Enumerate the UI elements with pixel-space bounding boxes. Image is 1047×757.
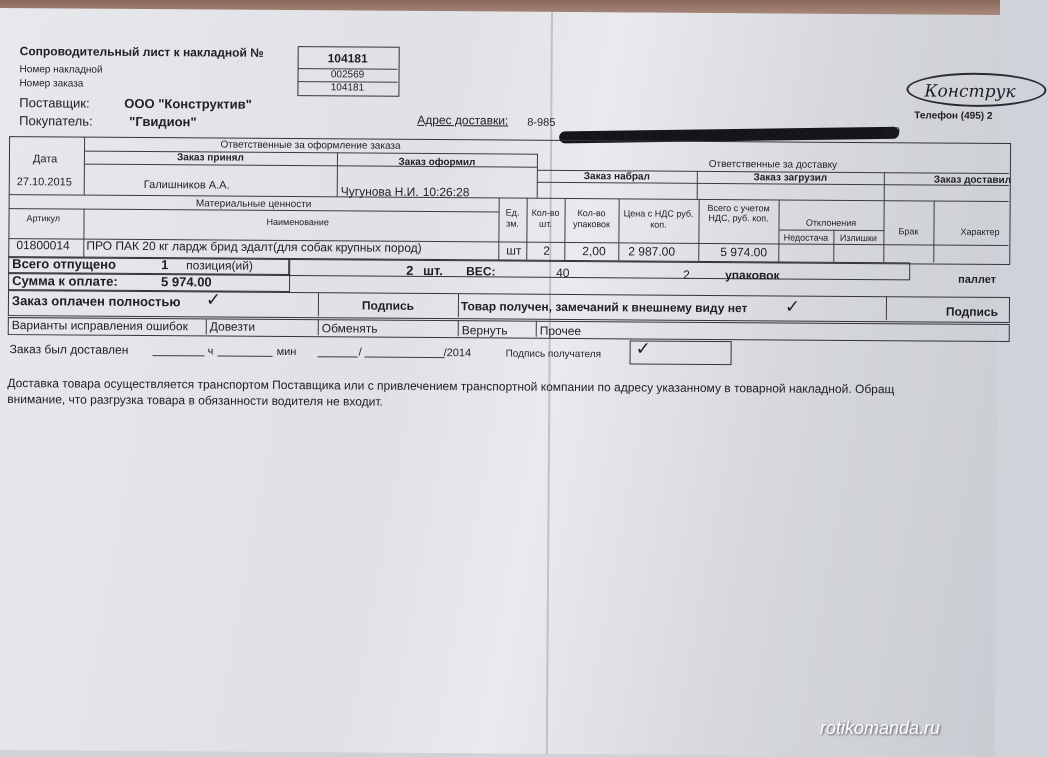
note-line-2: внимание, что разгрузка товара в обязанности водителя не входит. [7,392,383,409]
month-line [365,357,445,359]
pcs-label: шт. [423,262,443,279]
supplier-name: ООО "Конструктив" [124,95,252,112]
row-total: 5 974.00 [720,245,768,260]
col-delivered: Заказ доставил [933,174,1012,187]
col-defect: Брак [898,226,919,237]
col-resp-delivery: Ответственные за доставку [708,158,838,171]
recipient-sign-label: Подпись получателя [505,348,602,361]
packs-value: 2 [683,267,690,282]
option-other: Прочее [539,323,582,339]
paid-sign-label: Подпись [361,298,415,313]
hours-line [153,355,205,356]
row-packs: 2,00 [582,244,606,259]
sum-label: Сумма к оплате: [12,273,118,289]
col-deviation: Отклонения [805,217,857,228]
day-line [318,356,358,357]
positions-label: позиция(ий) [186,258,253,273]
supplier-label: Поставщик: [19,95,90,111]
col-picked: Заказ набрал [583,171,650,183]
col-date: Дата [32,153,58,166]
col-article: Артикул [26,213,61,224]
address-start: 8-985 [527,116,556,129]
divider [318,292,319,316]
minutes-label: мин [276,345,297,359]
paid-label: Заказ оплачен полностью [11,293,181,310]
corrections-label: Варианты исправления ошибок [11,318,188,334]
packs-label: упаковок [725,268,780,283]
recipient-check-icon: ✓ [635,338,651,359]
divider [458,293,459,317]
col-character: Характер [960,226,1000,237]
col-qty-pack: Кол-во упаковок [572,208,611,230]
row-name: ПРО ПАК 20 кг лардж брид эдалт(для собак крупных пород) [86,238,422,255]
col-material: Материальные ценности [195,198,312,211]
delivered-label: Заказ был доставлен [9,342,129,357]
positions-count: 1 [161,257,169,273]
summary-box [288,258,910,283]
col-price: Цена с НДС руб. коп. [623,208,694,230]
date-value: 27.10.2015 [16,176,72,189]
col-surplus: Излишки [839,232,877,244]
option-bring: Довезти [209,319,256,334]
company-logo: Конструк [906,72,1046,107]
invoice-label: Номер накладной [19,64,103,76]
hours-label: ч [207,345,214,358]
row-price: 2 987.00 [628,244,676,259]
paid-check-icon: ✓ [205,289,222,310]
delivery-document-sheet [0,8,1016,757]
col-loaded: Заказ загрузил [753,172,828,184]
col-unit: Ед. зм. [505,207,520,229]
weight-label: ВЕС: [466,264,496,279]
option-return: Вернуть [461,323,508,338]
col-qty-pcs: Кол-во шт. [531,207,560,229]
col-formed: Заказ оформил [398,156,476,169]
order-number: 104181 [330,82,365,94]
formed-time: 10:26:28 [422,184,470,200]
sum-value: 5 974.00 [161,274,212,290]
option-exchange: Обменять [321,321,378,336]
address-end: 510 [883,126,900,138]
col-shortage: Недостача [783,232,829,243]
divider [206,318,207,334]
invoice-number: 002569 [330,69,365,81]
buyer-label: Покупатель: [19,113,93,129]
accepted-value: Галишников А.А. [143,179,230,192]
address-label: Адрес доставки: [417,112,509,128]
buyer-name: "Гвидион" [129,113,197,130]
divider [318,319,319,335]
row-unit: шт [506,243,522,258]
date-slash: / [358,346,362,359]
phone: Телефон (495) 2 [914,110,993,122]
note-line-1: Доставка товара осуществляется транспортом Поставщика или с привлечением транспортной компании по адресу указанному в товарной накладной. Обращ [7,376,895,397]
document-title: Сопроводительный лист к накладной № [19,44,264,60]
document-number: 104181 [327,51,368,66]
col-resp-order: Ответственные за оформление заказа [220,139,401,152]
watermark: rotikomanda.ru [820,718,941,738]
col-total: Всего с учетом НДС, руб. коп. [707,202,770,224]
divider [536,321,537,337]
pallets-label: паллет [958,273,997,286]
received-sign-label: Подпись [945,304,999,319]
minutes-line [218,356,273,357]
received-check-icon: ✓ [784,296,801,317]
order-label: Номер заказа [19,78,84,90]
pcs-value: 2 [406,262,414,278]
row-article: 01800014 [16,238,70,253]
formed-value: Чугунова Н.И. [340,184,419,199]
weight-value: 40 [556,265,570,280]
col-name: Наименование [266,216,329,228]
released-label: Всего отпущено [12,256,116,272]
row-qty: 2 [543,243,551,258]
divider [458,320,459,336]
col-accepted: Заказ принял [177,152,244,164]
divider [886,296,887,320]
received-label: Товар получен, замечаний к внешнему виду нет [460,299,748,316]
year-label: /2014 [443,347,472,360]
